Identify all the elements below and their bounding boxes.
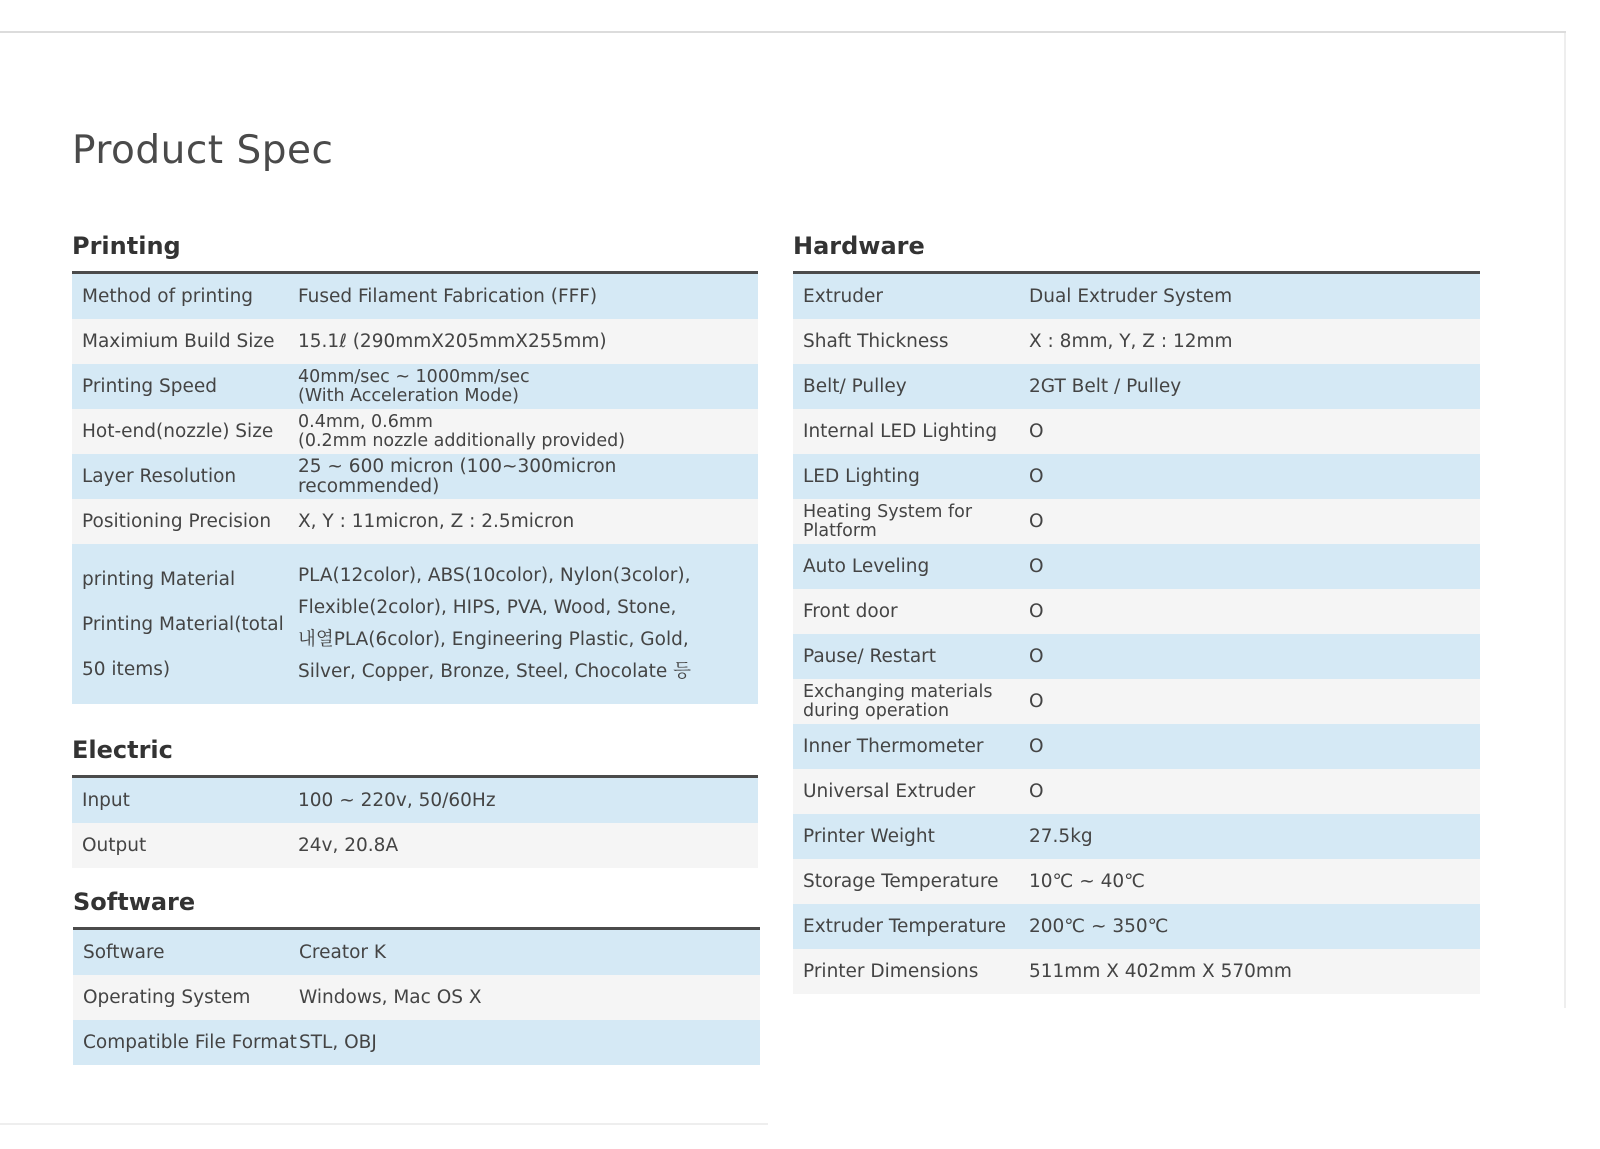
spec-value: PLA(12color), ABS(10color), Nylon(3color), Flexible(2color), HIPS, PVA, Wood, Stone, 내열PLA(6color), Engineering Plastic, Gold, Silver, Copper, Bronze, Steel, Chocolate 등 — [298, 565, 691, 682]
spec-label: Inner Thermometer — [803, 735, 984, 757]
spec-value: O — [1029, 420, 1044, 442]
spec-label: Front door — [803, 600, 898, 622]
spec-value: 2GT Belt / Pulley — [1029, 375, 1182, 397]
electric-section — [72, 734, 758, 868]
spec-row — [72, 544, 758, 704]
spec-label: Auto Leveling — [803, 555, 930, 577]
spec-row — [793, 724, 1480, 769]
spec-label: Universal Extruder — [803, 780, 976, 802]
spec-value: O — [1029, 600, 1044, 622]
spec-row — [793, 409, 1480, 454]
spec-label: Input — [82, 789, 130, 811]
spec-value: 24v, 20.8A — [298, 834, 399, 856]
spec-label: Operating System — [83, 986, 251, 1008]
spec-label: LED Lighting — [803, 465, 920, 487]
spec-row — [793, 544, 1480, 589]
spec-row — [793, 859, 1480, 904]
spec-label: Method of printing — [82, 285, 254, 307]
spec-value: 27.5kg — [1029, 825, 1093, 847]
spec-row — [793, 274, 1480, 319]
section-heading-electric: Electric — [72, 734, 758, 778]
spec-row — [793, 364, 1480, 409]
spec-label: Printer Weight — [803, 825, 935, 847]
spec-label: Belt/ Pulley — [803, 375, 907, 397]
spec-value: O — [1029, 780, 1044, 802]
spec-label: Compatible File Format — [83, 1031, 297, 1053]
spec-label: Extruder Temperature — [803, 915, 1007, 937]
spec-row — [793, 589, 1480, 634]
spec-value: O — [1029, 555, 1044, 577]
spec-row — [793, 454, 1480, 499]
spec-row — [72, 319, 758, 364]
spec-row — [793, 499, 1480, 544]
spec-row — [793, 679, 1480, 724]
spec-value: Creator K — [299, 941, 387, 963]
spec-value: 40mm/sec ~ 1000mm/sec (With Acceleration Mode) — [298, 366, 530, 406]
spec-row — [72, 499, 758, 544]
spec-label: Shaft Thickness — [803, 330, 949, 352]
spec-row — [73, 930, 760, 975]
right-divider — [1564, 33, 1566, 1008]
spec-value: 0.4mm, 0.6mm (0.2mm nozzle additionally provided) — [298, 411, 626, 451]
spec-row — [72, 454, 758, 499]
bottom-divider — [0, 1123, 768, 1125]
spec-value: Fused Filament Fabrication (FFF) — [298, 285, 598, 307]
spec-row — [793, 949, 1480, 994]
spec-label: Heating System for Platform — [803, 501, 973, 541]
spec-row — [72, 274, 758, 319]
spec-row — [793, 319, 1480, 364]
spec-value: X, Y : 11micron, Z : 2.5micron — [298, 510, 575, 532]
spec-row — [73, 1020, 760, 1065]
spec-row — [72, 823, 758, 868]
spec-value: 200℃ ~ 350℃ — [1029, 915, 1169, 937]
spec-label: printing Material Printing Material(total 50 items) — [82, 568, 284, 680]
spec-value: O — [1029, 465, 1044, 487]
spec-label: Pause/ Restart — [803, 645, 937, 667]
spec-label: Hot-end(nozzle) Size — [82, 421, 274, 442]
section-heading-printing: Printing — [72, 230, 758, 274]
spec-value: X : 8mm, Y, Z : 12mm — [1029, 330, 1233, 352]
spec-row — [793, 634, 1480, 679]
spec-label: Internal LED Lighting — [803, 420, 998, 442]
spec-value: O — [1029, 645, 1044, 667]
software-section — [73, 886, 760, 1065]
spec-label: Extruder — [803, 285, 883, 307]
spec-row — [72, 364, 758, 409]
spec-label: Positioning Precision — [82, 510, 272, 532]
spec-value: O — [1029, 691, 1044, 712]
section-heading-hardware: Hardware — [793, 230, 1480, 274]
page-title: Product Spec — [72, 128, 334, 173]
spec-label: Exchanging materials during operation — [803, 681, 993, 721]
spec-row — [72, 409, 758, 454]
spec-label: Software — [83, 941, 165, 963]
spec-label: Storage Temperature — [803, 870, 999, 892]
spec-label: Output — [82, 834, 147, 856]
spec-value: 10℃ ~ 40℃ — [1029, 870, 1145, 892]
spec-row — [793, 904, 1480, 949]
spec-value: 15.1ℓ (290mmX205mmX255mm) — [298, 330, 607, 352]
spec-value: 25 ~ 600 micron (100~300micron recommended) — [298, 455, 617, 497]
spec-row — [793, 769, 1480, 814]
top-divider — [0, 31, 1566, 33]
spec-value: STL, OBJ — [299, 1031, 377, 1053]
spec-row — [72, 778, 758, 823]
spec-label: Printing Speed — [82, 376, 218, 397]
spec-label: Layer Resolution — [82, 465, 237, 487]
hardware-section — [793, 230, 1480, 994]
printing-section — [72, 230, 758, 704]
spec-value: Windows, Mac OS X — [299, 986, 482, 1008]
spec-row — [793, 814, 1480, 859]
spec-label: Maximium Build Size — [82, 330, 275, 352]
spec-value: 100 ~ 220v, 50/60Hz — [298, 789, 496, 811]
spec-value: 511mm X 402mm X 570mm — [1029, 960, 1292, 982]
section-heading-software: Software — [73, 886, 760, 930]
spec-value: O — [1029, 735, 1044, 757]
spec-row — [73, 975, 760, 1020]
spec-value: Dual Extruder System — [1029, 285, 1233, 307]
spec-value: O — [1029, 511, 1044, 532]
spec-label: Printer Dimensions — [803, 960, 979, 982]
